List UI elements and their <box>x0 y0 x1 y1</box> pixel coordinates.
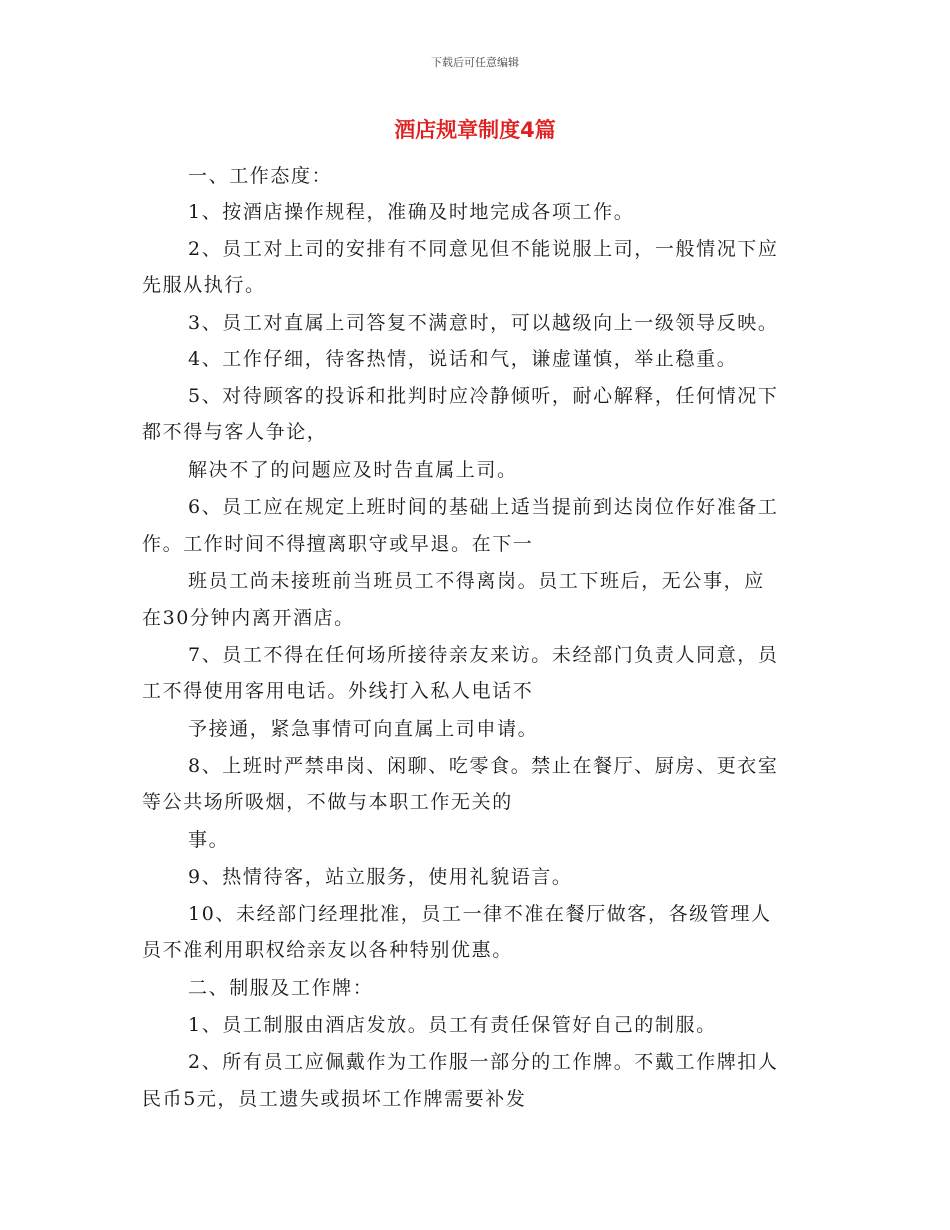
paragraph-line: 先服从执行。 <box>142 274 266 296</box>
paragraph-line: 事。 <box>188 829 230 851</box>
paragraph-line: 5、对待顾客的投诉和批判时应冷静倾听，耐心解释，任何情况下 <box>188 385 779 407</box>
paragraph-line: 作。工作时间不得擅离职守或早退。在下一 <box>142 533 534 555</box>
paragraph-line: 班员工尚未接班前当班员工不得离岗。员工下班后，无公事，应 <box>188 570 765 592</box>
paragraph-line: 都不得与客人争论， <box>142 421 328 443</box>
paragraph-line: 8、上班时严禁串岗、闲聊、吃零食。禁止在餐厅、厨房、更衣室 <box>188 755 779 777</box>
paragraph-line: 在30分钟内离开酒店。 <box>142 607 355 629</box>
paragraph-line: 9、热情待客，站立服务，使用礼貌语言。 <box>188 866 573 888</box>
paragraph-line: 2、员工对上司的安排有不同意见但不能说服上司，一般情况下应 <box>188 238 779 260</box>
paragraph-line: 4、工作仔细，待客热情，说话和气，谦虚谨慎，举止稳重。 <box>188 348 738 370</box>
paragraph-line: 1、按酒店操作规程，准确及时地完成各项工作。 <box>188 201 635 223</box>
paragraph-line: 7、员工不得在任何场所接待亲友来访。未经部门负责人同意，员 <box>188 644 779 666</box>
paragraph-line: 3、员工对直属上司答复不满意时，可以越级向上一级领导反映。 <box>188 312 779 334</box>
paragraph-line: 解决不了的问题应及时告直属上司。 <box>188 459 518 481</box>
paragraph-line: 予接通，紧急事情可向直属上司申请。 <box>188 718 539 740</box>
paragraph-line: 员不准利用职权给亲友以各种特别优惠。 <box>142 939 513 961</box>
paragraph-line: 民币5元，员工遗失或损坏工作牌需要补发 <box>142 1088 527 1110</box>
section-heading: 二、制服及工作牌： <box>188 977 374 999</box>
document-title: 酒店规章制度4篇 <box>394 118 556 142</box>
paragraph-line: 10、未经部门经理批准，员工一律不准在餐厅做客，各级管理人 <box>188 903 772 925</box>
section-heading: 一、工作态度： <box>188 165 333 187</box>
paragraph-line: 工不得使用客用电话。外线打入私人电话不 <box>142 680 534 702</box>
header-note: 下载后可任意编辑 <box>431 56 519 69</box>
paragraph-line: 1、员工制服由酒店发放。员工有责任保管好自己的制服。 <box>188 1014 717 1036</box>
paragraph-line: 6、员工应在规定上班时间的基础上适当提前到达岗位作好准备工 <box>188 496 779 518</box>
paragraph-line: 2、所有员工应佩戴作为工作服一部分的工作牌。不戴工作牌扣人 <box>188 1051 779 1073</box>
paragraph-line: 等公共场所吸烟，不做与本职工作无关的 <box>142 791 513 813</box>
